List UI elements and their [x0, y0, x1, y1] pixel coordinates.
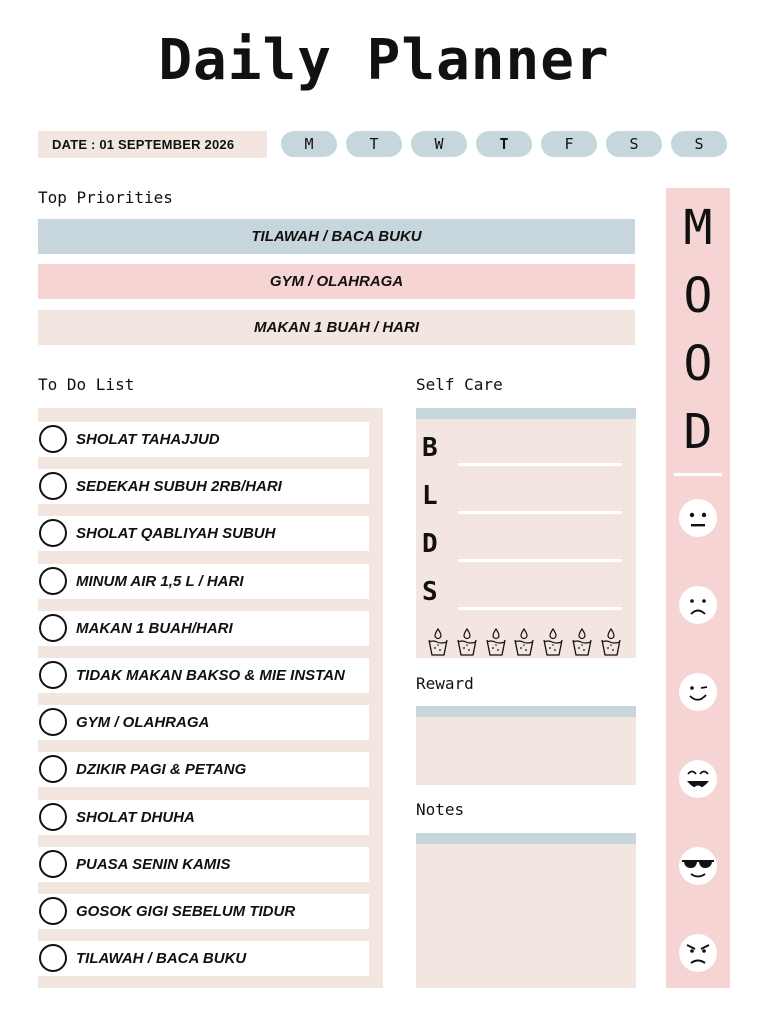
day-button[interactable]: T [346, 131, 402, 157]
angry-face-icon[interactable] [678, 933, 718, 973]
meal-letter: S [422, 577, 438, 607]
self-care-body [416, 419, 636, 658]
todo-item [38, 658, 369, 693]
tongue-face-icon[interactable] [678, 759, 718, 799]
neutral-face-icon[interactable] [678, 498, 718, 538]
todo-item [38, 469, 369, 504]
reward-panel[interactable] [416, 706, 636, 785]
todo-item-label: SHOLAT TAHAJJUD [76, 431, 220, 448]
mood-panel [666, 188, 730, 988]
wink-face-icon[interactable] [678, 672, 718, 712]
todo-list-label: To Do List [38, 375, 135, 394]
notes-header-bar [416, 833, 636, 844]
water-glass-icon[interactable] [427, 628, 449, 656]
todo-item [38, 847, 369, 882]
meal-letter: B [422, 433, 438, 463]
meal-letter: L [422, 481, 438, 511]
mood-divider [674, 473, 722, 476]
todo-checkbox[interactable] [39, 803, 67, 831]
todo-item-label: PUASA SENIN KAMIS [76, 855, 231, 873]
day-button[interactable]: W [411, 131, 467, 157]
mood-letter: O [683, 336, 713, 392]
water-glass-icon[interactable] [600, 628, 622, 656]
notes-body[interactable] [416, 844, 636, 988]
water-glass-icon[interactable] [542, 628, 564, 656]
meal-entry-line[interactable] [458, 607, 622, 610]
page-title: Daily Planner [158, 28, 610, 93]
todo-checkbox[interactable] [39, 661, 67, 689]
todo-item-label: SHOLAT DHUHA [76, 808, 195, 826]
reward-label: Reward [416, 674, 474, 693]
todo-checkbox[interactable] [39, 944, 67, 972]
todo-item [38, 611, 369, 646]
todo-item-label: GYM / OLAHRAGA [76, 714, 210, 732]
todo-item-label: GOSOK GIGI SEBELUM TIDUR [76, 903, 296, 920]
meal-entry-line[interactable] [458, 463, 622, 466]
meal-letter: D [422, 529, 438, 559]
sad-face-icon[interactable] [678, 585, 718, 625]
water-tracker [427, 628, 627, 656]
todo-item-label: TIDAK MAKAN BAKSO & MIE INSTAN [76, 667, 345, 684]
todo-item [38, 422, 369, 457]
todo-checkbox[interactable] [39, 614, 67, 642]
todo-checkbox[interactable] [39, 850, 67, 878]
water-glass-icon[interactable] [456, 628, 478, 656]
notes-label: Notes [416, 800, 465, 819]
todo-checkbox[interactable] [39, 567, 67, 595]
todo-item [38, 894, 369, 929]
priority-item: GYM / OLAHRAGA [38, 264, 635, 299]
sunglasses-face-icon[interactable] [678, 846, 718, 886]
notes-panel[interactable] [416, 833, 636, 988]
self-care-label: Self Care [416, 375, 503, 394]
todo-checkbox[interactable] [39, 519, 67, 547]
todo-item-label: SHOLAT QABLIYAH SUBUH [76, 525, 276, 543]
day-button[interactable]: M [281, 131, 337, 157]
todo-item [38, 705, 369, 740]
todo-item-label: DZIKIR PAGI & PETANG [76, 761, 247, 779]
mood-letter: M [683, 200, 713, 256]
todo-item [38, 941, 369, 976]
day-button[interactable]: F [541, 131, 597, 157]
todo-item-label: MAKAN 1 BUAH/HARI [76, 619, 233, 637]
water-glass-icon[interactable] [571, 628, 593, 656]
todo-checkbox[interactable] [39, 897, 67, 925]
priority-item: MAKAN 1 BUAH / HARI [38, 310, 635, 345]
todo-item [38, 752, 369, 787]
todo-item-label: MINUM AIR 1,5 L / HARI [76, 572, 244, 590]
meal-entry-line[interactable] [458, 559, 622, 562]
day-button[interactable]: T [476, 131, 532, 157]
todo-checkbox[interactable] [39, 708, 67, 736]
day-button[interactable]: S [606, 131, 662, 157]
date-field[interactable]: DATE : 01 SEPTEMBER 2026 [38, 131, 267, 158]
reward-header-bar [416, 706, 636, 717]
todo-checkbox[interactable] [39, 755, 67, 783]
todo-item-label: SEDEKAH SUBUH 2RB/HARI [76, 478, 282, 496]
todo-item [38, 564, 369, 599]
todo-checkbox[interactable] [39, 472, 67, 500]
day-button[interactable]: S [671, 131, 727, 157]
reward-body[interactable] [416, 717, 636, 785]
priority-item: TILAWAH / BACA BUKU [38, 219, 635, 254]
mood-letter: D [683, 404, 713, 460]
mood-letter: O [683, 268, 713, 324]
todo-item [38, 800, 369, 835]
todo-item-label: TILAWAH / BACA BUKU [76, 950, 247, 968]
todo-item [38, 516, 369, 551]
self-care-panel [416, 408, 636, 658]
self-care-header-bar [416, 408, 636, 419]
water-glass-icon[interactable] [513, 628, 535, 656]
meal-entry-line[interactable] [458, 511, 622, 514]
water-glass-icon[interactable] [485, 628, 507, 656]
top-priorities-label: Top Priorities [38, 188, 173, 207]
todo-checkbox[interactable] [39, 425, 67, 453]
